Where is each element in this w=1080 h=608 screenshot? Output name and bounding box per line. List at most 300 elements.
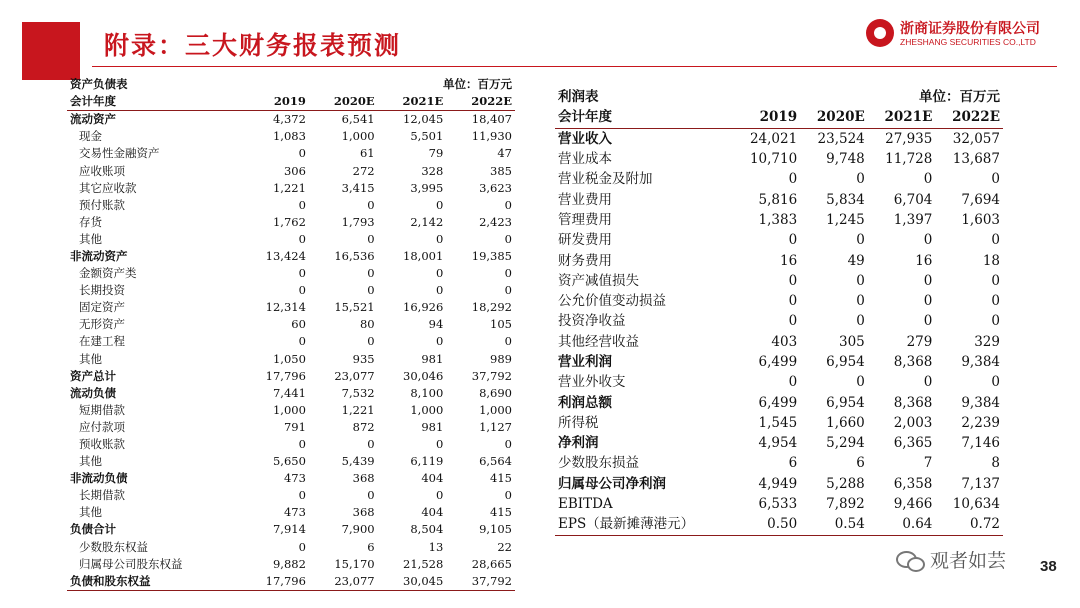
table-row — [67, 111, 515, 129]
cell-value: 49 — [847, 252, 865, 269]
cell-value: 6,499 — [758, 354, 798, 370]
cell-value: 28,665 — [471, 556, 512, 571]
cell-value: 16 — [780, 252, 798, 269]
cell-value: 15,170 — [334, 556, 375, 571]
cell-value: 0 — [367, 334, 375, 349]
table-row — [67, 214, 515, 231]
row-label: 存货 — [79, 214, 102, 229]
cell-value: 13,424 — [265, 248, 306, 263]
row-label: 营业收入 — [558, 130, 612, 147]
cell-value: 21,528 — [403, 556, 444, 571]
cell-value: 0.72 — [935, 514, 1003, 535]
logo-chinese-name: 浙商证券股份有限公司 — [900, 21, 1040, 37]
cell-value: 7,137 — [961, 475, 1000, 492]
cell-value: 7,914 — [272, 522, 306, 537]
row-label: 非流动资产 — [70, 248, 128, 263]
cell-value: 1,000 — [479, 402, 512, 417]
row-label: 固定资产 — [79, 300, 125, 315]
cell-value: 9,466 — [893, 496, 933, 513]
table-row — [555, 474, 1003, 494]
cell-value: 0 — [788, 171, 798, 188]
column-header: 2019 — [241, 93, 309, 111]
cell-value: 981 — [421, 351, 444, 366]
cell-value: 0 — [435, 197, 444, 212]
cell-value: 4,949 — [758, 475, 798, 492]
row-label: 营业税金及附加 — [558, 171, 653, 188]
cell-value: 0 — [788, 272, 798, 289]
cell-value: 368 — [352, 505, 375, 520]
cell-value: 60 — [291, 317, 306, 332]
cell-value: 6,704 — [893, 191, 933, 208]
cell-value: 6,533 — [758, 496, 798, 513]
table-row — [67, 487, 515, 504]
company-logo — [866, 18, 1066, 52]
row-label: 交易性金融资产 — [79, 146, 160, 161]
row-label: 资产减值损失 — [558, 272, 639, 289]
table-row — [67, 368, 515, 385]
cell-value: 1,660 — [826, 414, 865, 431]
cell-value: 6 — [367, 539, 375, 554]
row-label: 在建工程 — [79, 334, 125, 349]
cell-value: 32,057 — [952, 130, 1000, 147]
cell-value: 4,372 — [272, 112, 306, 127]
cell-value: 0.50 — [733, 514, 800, 535]
table-row — [555, 271, 1003, 291]
cell-value: 37,792 — [471, 368, 512, 383]
header-accent-block — [22, 22, 80, 80]
cell-value: 0 — [991, 313, 1000, 330]
balance-sheet-header-row — [67, 93, 515, 111]
cell-value: 37,792 — [446, 573, 515, 591]
logo-english-name: ZHESHANG SECURITIES CO.,LTD — [900, 37, 1036, 47]
cell-value: 0 — [298, 146, 306, 161]
column-header: 2021E — [378, 93, 447, 111]
row-label: 负债和股东权益 — [67, 573, 241, 591]
cell-value: 3,415 — [341, 180, 375, 195]
cell-value: 6 — [856, 455, 865, 472]
cell-value: 0 — [991, 171, 1000, 188]
cell-value: 7,532 — [341, 385, 375, 400]
cell-value: 989 — [490, 351, 512, 366]
cell-value: 22 — [497, 539, 512, 554]
title-divider — [92, 66, 1057, 67]
cell-value: 0 — [504, 197, 512, 212]
row-label: 非流动负债 — [70, 471, 128, 486]
cell-value: 404 — [421, 505, 444, 520]
cell-value: 18,407 — [471, 112, 512, 127]
balance-sheet-title-row — [67, 76, 515, 93]
cell-value: 6,564 — [479, 454, 512, 469]
cell-value: 1,000 — [341, 129, 375, 144]
cell-value: 105 — [490, 317, 512, 332]
cell-value: 18,001 — [403, 248, 444, 263]
row-label: 资产总计 — [70, 368, 116, 383]
cell-value: 2,003 — [893, 414, 933, 431]
cell-value: 7,441 — [272, 385, 306, 400]
column-header: 2020E — [800, 107, 868, 128]
cell-value: 6,119 — [410, 454, 444, 469]
table-row — [67, 521, 515, 538]
row-label: 投资净收益 — [558, 313, 626, 330]
row-label: 少数股东损益 — [558, 455, 639, 472]
table-row — [67, 265, 515, 282]
row-label: 其他 — [79, 231, 102, 246]
table-row — [555, 230, 1003, 250]
cell-value: 1,221 — [341, 402, 375, 417]
table-row — [67, 162, 515, 179]
logo-mark-icon — [866, 19, 894, 47]
column-header: 2020E — [309, 93, 378, 111]
cell-value: 0 — [856, 293, 865, 310]
table-row — [67, 385, 515, 402]
balance-sheet-table — [67, 76, 515, 591]
table-row — [555, 189, 1003, 209]
table-row — [67, 333, 515, 350]
cell-value: 0 — [991, 293, 1000, 310]
row-label: 预付账款 — [79, 197, 125, 212]
watermark-text: 观者如芸 — [930, 550, 1007, 572]
cell-value: 1,127 — [479, 419, 512, 434]
cell-value: 3,623 — [479, 180, 512, 195]
cell-value: 16,536 — [334, 248, 375, 263]
cell-value: 0 — [923, 171, 933, 188]
cell-value: 1,000 — [410, 402, 444, 417]
row-label: 公允价值变动损益 — [558, 293, 666, 310]
row-label: 现金 — [79, 129, 102, 144]
cell-value: 9,105 — [479, 522, 512, 537]
table-row — [67, 539, 515, 556]
cell-value: 10,710 — [749, 151, 798, 168]
row-label: EBITDA — [558, 496, 613, 513]
cell-value: 5,501 — [410, 129, 444, 144]
column-header: 2022E — [935, 107, 1003, 128]
income-statement-title: 利润表 — [558, 89, 599, 106]
table-row — [67, 145, 515, 162]
cell-value: 80 — [359, 317, 375, 332]
table-row — [555, 169, 1003, 189]
page-title: 附录：三大财务报表预测 — [104, 31, 402, 60]
cell-value: 2,423 — [479, 214, 512, 229]
cell-value: 10,634 — [952, 496, 1000, 513]
cell-value: 0 — [435, 283, 444, 298]
cell-value: 11,728 — [885, 151, 933, 168]
balance-sheet-unit: 单位：百万元 — [443, 77, 512, 92]
table-row — [67, 231, 515, 248]
cell-value: 12,045 — [403, 112, 444, 127]
cell-value: 0 — [788, 293, 798, 310]
cell-value: 6,541 — [341, 112, 375, 127]
cell-value: 30,045 — [378, 573, 447, 591]
column-header: 会计年度 — [67, 93, 241, 111]
cell-value: 0 — [435, 266, 444, 281]
cell-value: 368 — [352, 471, 375, 486]
cell-value: 0 — [923, 272, 933, 289]
table-row — [67, 282, 515, 299]
wechat-icon — [896, 549, 926, 571]
table-row — [67, 128, 515, 145]
cell-value: 6,954 — [826, 354, 865, 370]
cell-value: 23,077 — [334, 368, 375, 383]
cell-value: 0 — [856, 313, 865, 330]
cell-value: 2,239 — [961, 414, 1000, 431]
cell-value: 5,816 — [758, 191, 798, 208]
table-row — [67, 299, 515, 316]
cell-value: 0 — [856, 272, 865, 289]
cell-value: 18,292 — [471, 300, 512, 315]
table-row — [555, 128, 1003, 149]
cell-value: 18 — [982, 252, 1000, 269]
table-row — [555, 413, 1003, 433]
cell-value: 11,930 — [471, 129, 512, 144]
row-label: 短期借款 — [79, 402, 125, 417]
row-label: 流动负债 — [70, 385, 116, 400]
cell-value: 981 — [421, 419, 444, 434]
cell-value: 5,288 — [826, 475, 865, 492]
cell-value: 7,900 — [341, 522, 375, 537]
cell-value: 0 — [856, 374, 865, 391]
cell-value: 9,882 — [272, 556, 306, 571]
cell-value: 0 — [435, 437, 444, 452]
table-row — [555, 332, 1003, 352]
cell-value: 12,314 — [265, 300, 306, 315]
cell-value: 0 — [298, 231, 306, 246]
table-row — [67, 436, 515, 453]
cell-value: 13 — [428, 539, 444, 554]
row-label: 长期投资 — [79, 283, 125, 298]
row-label: 管理费用 — [558, 211, 612, 228]
cell-value: 8,690 — [479, 385, 512, 400]
cell-value: 8,100 — [410, 385, 444, 400]
table-row — [67, 470, 515, 487]
cell-value: 0.64 — [868, 514, 936, 535]
row-label: 营业成本 — [558, 151, 612, 168]
cell-value: 8 — [991, 455, 1000, 472]
cell-value: 0 — [367, 197, 375, 212]
cell-value: 0 — [504, 334, 512, 349]
row-label: 营业外收支 — [558, 374, 626, 391]
cell-value: 8,368 — [893, 354, 933, 370]
cell-value: 94 — [428, 317, 444, 332]
cell-value: 1,245 — [826, 211, 865, 228]
cell-value: 415 — [490, 505, 512, 520]
cell-value: 0 — [367, 488, 375, 503]
cell-value: 0 — [504, 488, 512, 503]
cell-value: 23,524 — [817, 130, 865, 147]
cell-value: 1,762 — [272, 214, 306, 229]
row-label: 营业费用 — [558, 191, 612, 208]
cell-value: 415 — [490, 471, 512, 486]
cell-value: 0 — [991, 232, 1000, 249]
cell-value: 0 — [367, 231, 375, 246]
cell-value: 0 — [435, 334, 444, 349]
row-label: 流动资产 — [70, 112, 116, 127]
cell-value: 1,793 — [341, 214, 375, 229]
row-label: 金额资产类 — [79, 266, 137, 281]
cell-value: 8,368 — [893, 394, 933, 411]
table-row — [555, 352, 1003, 372]
cell-value: 0 — [367, 266, 375, 281]
cell-value: 0 — [298, 334, 306, 349]
row-label: 负债合计 — [70, 522, 116, 537]
table-row — [67, 419, 515, 436]
cell-value: 2,142 — [410, 214, 444, 229]
cell-value: 9,748 — [826, 151, 865, 168]
cell-value: 385 — [490, 163, 512, 178]
table-row — [67, 402, 515, 419]
row-label: 应收账项 — [79, 163, 125, 178]
cell-value: 17,796 — [241, 573, 309, 591]
row-label: EPS（最新摊薄港元） — [555, 514, 733, 535]
cell-value: 279 — [906, 333, 933, 350]
cell-value: 15,521 — [334, 300, 375, 315]
cell-value: 13,687 — [952, 151, 1000, 168]
table-row — [67, 573, 515, 591]
cell-value: 61 — [359, 146, 375, 161]
cell-value: 0 — [923, 313, 933, 330]
cell-value: 0 — [435, 231, 444, 246]
cell-value: 0 — [504, 437, 512, 452]
table-row — [555, 149, 1003, 169]
row-label: 其他经营收益 — [558, 333, 639, 350]
table-row — [67, 197, 515, 214]
cell-value: 9,384 — [961, 354, 1000, 370]
balance-sheet-title: 资产负债表 — [70, 77, 128, 92]
cell-value: 0 — [788, 313, 798, 330]
cell-value: 9,384 — [961, 394, 1000, 411]
cell-value: 0.54 — [800, 514, 868, 535]
row-label: 利润总额 — [558, 394, 612, 411]
cell-value: 0 — [856, 171, 865, 188]
table-row — [555, 494, 1003, 514]
cell-value: 3,995 — [410, 180, 444, 195]
cell-value: 473 — [283, 505, 306, 520]
row-label: 其它应收款 — [79, 180, 137, 195]
cell-value: 0 — [923, 293, 933, 310]
cell-value: 5,439 — [341, 454, 375, 469]
cell-value: 1,603 — [961, 211, 1000, 228]
income-statement-header-row — [555, 107, 1003, 128]
cell-value: 473 — [283, 471, 306, 486]
cell-value: 0 — [298, 283, 306, 298]
cell-value: 1,083 — [272, 129, 306, 144]
cell-value: 30,046 — [403, 368, 444, 383]
row-label: 少数股东权益 — [79, 539, 148, 554]
table-row — [67, 556, 515, 573]
cell-value: 0 — [298, 539, 306, 554]
cell-value: 1,221 — [272, 180, 306, 195]
cell-value: 7,892 — [826, 496, 865, 513]
cell-value: 0 — [367, 437, 375, 452]
table-row — [67, 504, 515, 521]
cell-value: 306 — [283, 163, 306, 178]
row-label: 无形资产 — [79, 317, 125, 332]
cell-value: 791 — [283, 419, 306, 434]
row-label: 净利润 — [558, 435, 599, 452]
table-row — [67, 248, 515, 265]
table-row — [555, 514, 1003, 535]
row-label: 研发费用 — [558, 232, 612, 249]
cell-value: 1,545 — [758, 414, 798, 431]
cell-value: 6,954 — [826, 394, 865, 411]
cell-value: 328 — [421, 163, 444, 178]
cell-value: 0 — [298, 266, 306, 281]
cell-value: 305 — [839, 333, 865, 350]
cell-value: 329 — [974, 333, 1000, 350]
cell-value: 79 — [428, 146, 444, 161]
cell-value: 0 — [298, 437, 306, 452]
row-label: 其他 — [79, 454, 102, 469]
cell-value: 0 — [367, 283, 375, 298]
cell-value: 5,650 — [272, 454, 306, 469]
table-row — [555, 433, 1003, 453]
table-row — [67, 316, 515, 333]
cell-value: 6 — [788, 455, 798, 472]
cell-value: 23,077 — [309, 573, 378, 591]
cell-value: 17,796 — [265, 368, 306, 383]
watermark — [896, 546, 1006, 573]
cell-value: 6,499 — [758, 394, 798, 411]
cell-value: 7 — [923, 455, 933, 472]
table-row — [555, 372, 1003, 392]
column-header: 2019 — [733, 107, 800, 128]
cell-value: 7,694 — [961, 191, 1000, 208]
cell-value: 8,504 — [410, 522, 444, 537]
table-row — [67, 453, 515, 470]
cell-value: 1,050 — [272, 351, 306, 366]
row-label: 营业利润 — [558, 354, 612, 370]
row-label: 预收账款 — [79, 437, 125, 452]
column-header: 2022E — [446, 93, 515, 111]
table-row — [67, 351, 515, 368]
cell-value: 404 — [421, 471, 444, 486]
row-label: 应付款项 — [79, 419, 125, 434]
row-label: 其他 — [79, 351, 102, 366]
column-header: 会计年度 — [555, 107, 733, 128]
cell-value: 0 — [298, 488, 306, 503]
cell-value: 0 — [504, 231, 512, 246]
cell-value: 0 — [991, 374, 1000, 391]
table-row — [555, 210, 1003, 230]
cell-value: 0 — [991, 272, 1000, 289]
cell-value: 24,021 — [749, 130, 798, 147]
cell-value: 16,926 — [403, 300, 444, 315]
cell-value: 5,294 — [826, 435, 865, 452]
cell-value: 872 — [352, 419, 375, 434]
cell-value: 47 — [497, 146, 512, 161]
cell-value: 1,000 — [272, 402, 306, 417]
row-label: 财务费用 — [558, 252, 612, 269]
cell-value: 0 — [504, 283, 512, 298]
cell-value: 272 — [352, 163, 375, 178]
cell-value: 0 — [788, 232, 798, 249]
cell-value: 0 — [923, 232, 933, 249]
row-label: 所得税 — [558, 414, 599, 431]
cell-value: 403 — [771, 333, 798, 350]
row-label: 长期借款 — [79, 488, 125, 503]
cell-value: 5,834 — [826, 191, 865, 208]
cell-value: 0 — [788, 374, 798, 391]
page-number: 38 — [1040, 558, 1057, 575]
cell-value: 0 — [435, 488, 444, 503]
row-label: 其他 — [79, 505, 102, 520]
cell-value: 935 — [352, 351, 375, 366]
table-row — [555, 311, 1003, 331]
cell-value: 0 — [856, 232, 865, 249]
cell-value: 27,935 — [885, 130, 933, 147]
cell-value: 7,146 — [961, 435, 1000, 452]
table-row — [555, 392, 1003, 412]
cell-value: 0 — [923, 374, 933, 391]
